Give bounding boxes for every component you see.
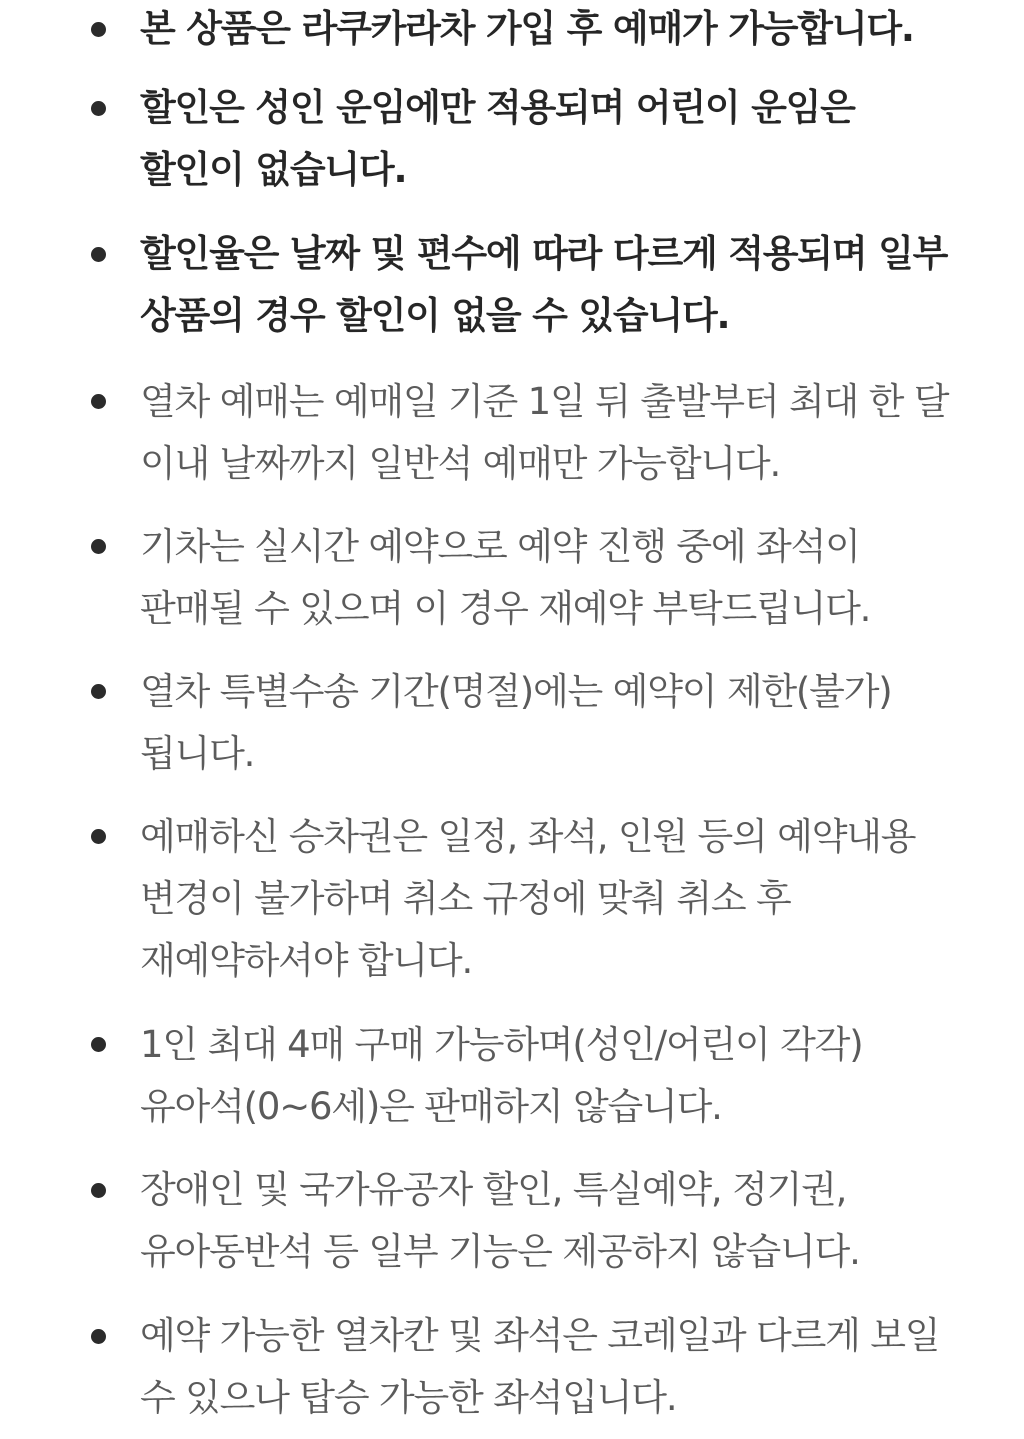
notice-text: 장애인 및 국가유공자 할인, 특실예약, 정기권, 유아동반석 등 일부 기능은 제공하지 않습니다. xyxy=(140,1168,860,1273)
notice-text: 할인은 성인 운임에만 적용되며 어린이 운임은 할인이 없습니다. xyxy=(140,86,855,191)
bullet-icon xyxy=(91,1183,106,1198)
bullet-icon xyxy=(91,394,106,409)
notice-text: 열차 특별수송 기간(명절)에는 예약이 제한(불가)됩니다. xyxy=(140,670,892,775)
bullet-icon xyxy=(91,22,106,37)
bullet-icon xyxy=(91,829,106,844)
bullet-icon xyxy=(91,247,106,262)
notice-text: 예매하신 승차권은 일정, 좌석, 인원 등의 예약내용 변경이 불가하며 취소 규정에 맞춰 취소 후 재예약하셔야 합니다. xyxy=(140,815,916,982)
bullet-icon xyxy=(91,539,106,554)
notice-text: 본 상품은 라쿠카라차 가입 후 예매가 가능합니다. xyxy=(140,7,914,50)
bullet-icon xyxy=(91,1329,106,1344)
notice-text: 1인 최대 4매 구매 가능하며(성인/어린이 각각) 유아석(0~6세)은 판매하지 않습니다. xyxy=(140,1023,863,1128)
notice-text: 열차 예매는 예매일 기준 1일 뒤 출발부터 최대 한 달 이내 날짜까지 일반석 예매만 가능합니다. xyxy=(140,380,949,485)
bullet-icon xyxy=(91,1037,106,1052)
bullet-icon xyxy=(91,684,106,699)
notice-text: 할인율은 날짜 및 편수에 따라 다르게 적용되며 일부 상품의 경우 할인이 없을 수 있습니다. xyxy=(140,232,948,337)
bullet-icon xyxy=(91,101,106,116)
notice-text: 예약 가능한 열차칸 및 좌석은 코레일과 다르게 보일 수 있으나 탑승 가능한 좌석입니다. xyxy=(140,1314,940,1419)
notice-text: 기차는 실시간 예약으로 예약 진행 중에 좌석이 판매될 수 있으며 이 경우 재예약 부탁드립니다. xyxy=(140,525,871,630)
